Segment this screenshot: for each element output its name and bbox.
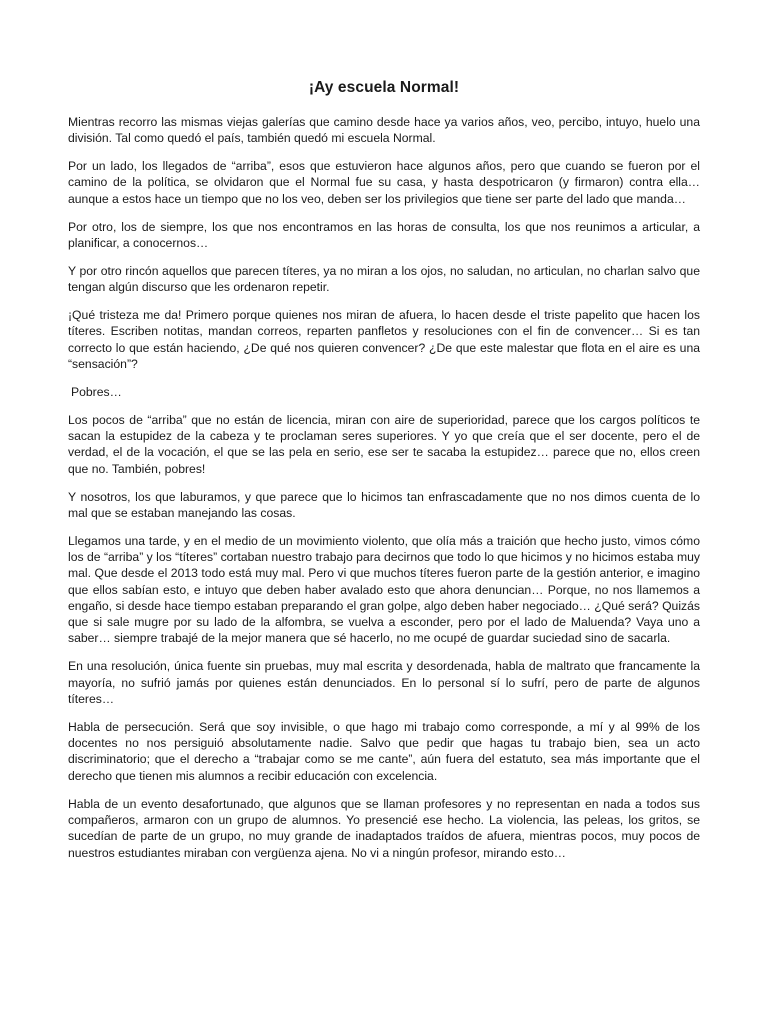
- paragraph-8: Y nosotros, los que laburamos, y que parece que lo hicimos tan enfrascadamente que no nos dimos cuenta de lo mal que se estaban manejando las cosas.: [68, 489, 700, 520]
- document-title: ¡Ay escuela Normal!: [308, 79, 460, 96]
- paragraph-10: En una resolución, única fuente sin pruebas, muy mal escrita y desordenada, habla de maltrato que francamente la mayoría, no sufrió jamás por quienes están denunciados. En lo personal sí lo sufrí, pero de parte de algunos títeres…: [68, 659, 700, 706]
- paragraph-2: Por un lado, los llegados de “arriba”, esos que estuvieron hace algunos años, pero que cuando se fueron por el camino de la política, se olvidaron que el Normal fue su casa, y hasta despotricaron (y firmaron) contra ella… aunque a estos hace un tiempo que no los veo, deben ser los privilegios que tiene ser parte del lado que manda…: [68, 159, 700, 206]
- paragraph-1: Mientras recorro las mismas viejas galerías que camino desde hace ya varios años, veo, percibo, intuyo, huelo una división. Tal como quedó el país, también quedó mi escuela Normal.: [68, 115, 700, 146]
- paragraph-6: Pobres…: [71, 384, 122, 399]
- paragraph-4: Y por otro rincón aquellos que parecen títeres, ya no miran a los ojos, no saludan, no articulan, no charlan salvo que tengan algún discurso que les ordenaron repetir.: [68, 263, 700, 295]
- document-page: [68, 78, 700, 872]
- paragraph-7: Los pocos de “arriba” que no están de licencia, miran con aire de superioridad, parece que los cargos políticos te sacan la estupidez de la cabeza y te proclaman seres superiores. Y yo que creía que el ser docente, pero el de verdad, el de la vocación, el que se las pela en serio, ese ser te sacaba la estupidez… parece que no, ellos creen que no. También, pobres!: [68, 412, 700, 476]
- paragraph-3: Por otro, los de siempre, los que nos encontramos en las horas de consulta, los que nos reunimos a articular, a planificar, a conocernos…: [68, 219, 700, 250]
- paragraph-9: Llegamos una tarde, y en el medio de un movimiento violento, que olía más a traición que hecho justo, vimos cómo los de “arriba” y los “títeres” cortaban nuestro trabajo para decirnos que todo lo que hicimos y no hicimos estaba muy mal. Que desde el 2013 todo está muy mal. Pero vi que muchos títeres fueron parte de la gestión anterior, e imagino que ellos sabían esto, e intuyo que deben haber avalado esto que ahora denuncian… Porque, no nos llamemos a engaño, si desde hace tiempo estaban preparando el gran golpe, algo deben haber negociado… ¿Qué será? Quizás que si sale mugre por su lado de la alfombra, se vuelva a esconder, pero por el lado de Maluenda? Vaya uno a saber… siempre trabajé de la mejor manera que sé hacerlo, no me ocupé de guardar suciedad sino de sacarla.: [68, 533, 700, 646]
- paragraph-12: Habla de un evento desafortunado, que algunos que se llaman profesores y no representan en nada a todos sus compañeros, armaron con un grupo de alumnos. Yo presencié ese hecho. La violencia, las peleas, los gritos, se sucedían de parte de un grupo, no muy grande de inadaptados traídos de afuera, mientras pocos, muy pocos de nuestros estudiantes miraban con vergüenza ajena. No vi a ningún profesor, mirando esto…: [68, 796, 700, 860]
- paragraph-11: Habla de persecución. Será que soy invisible, o que hago mi trabajo como corresponde, a mí y al 99% de los docentes no nos persiguió absolutamente nadie. Salvo que pedir que hagas tu trabajo bien, sea un acto discriminatorio; que el derecho a “trabajar como se me cante”, aún fuera del estatuto, sea más importante que el derecho que tienen mis alumnos a recibir educación con excelencia.: [68, 719, 700, 783]
- paragraph-5: ¡Qué tristeza me da! Primero porque quienes nos miran de afuera, lo hacen desde el triste papelito que hacen los títeres. Escriben notitas, mandan correos, reparten panfletos y resoluciones con el fin de convencer… Si es tan correcto lo que están haciendo, ¿De qué nos quieren convencer? ¿De que este malestar que flota en el aire es una “sensación”?: [68, 308, 700, 371]
